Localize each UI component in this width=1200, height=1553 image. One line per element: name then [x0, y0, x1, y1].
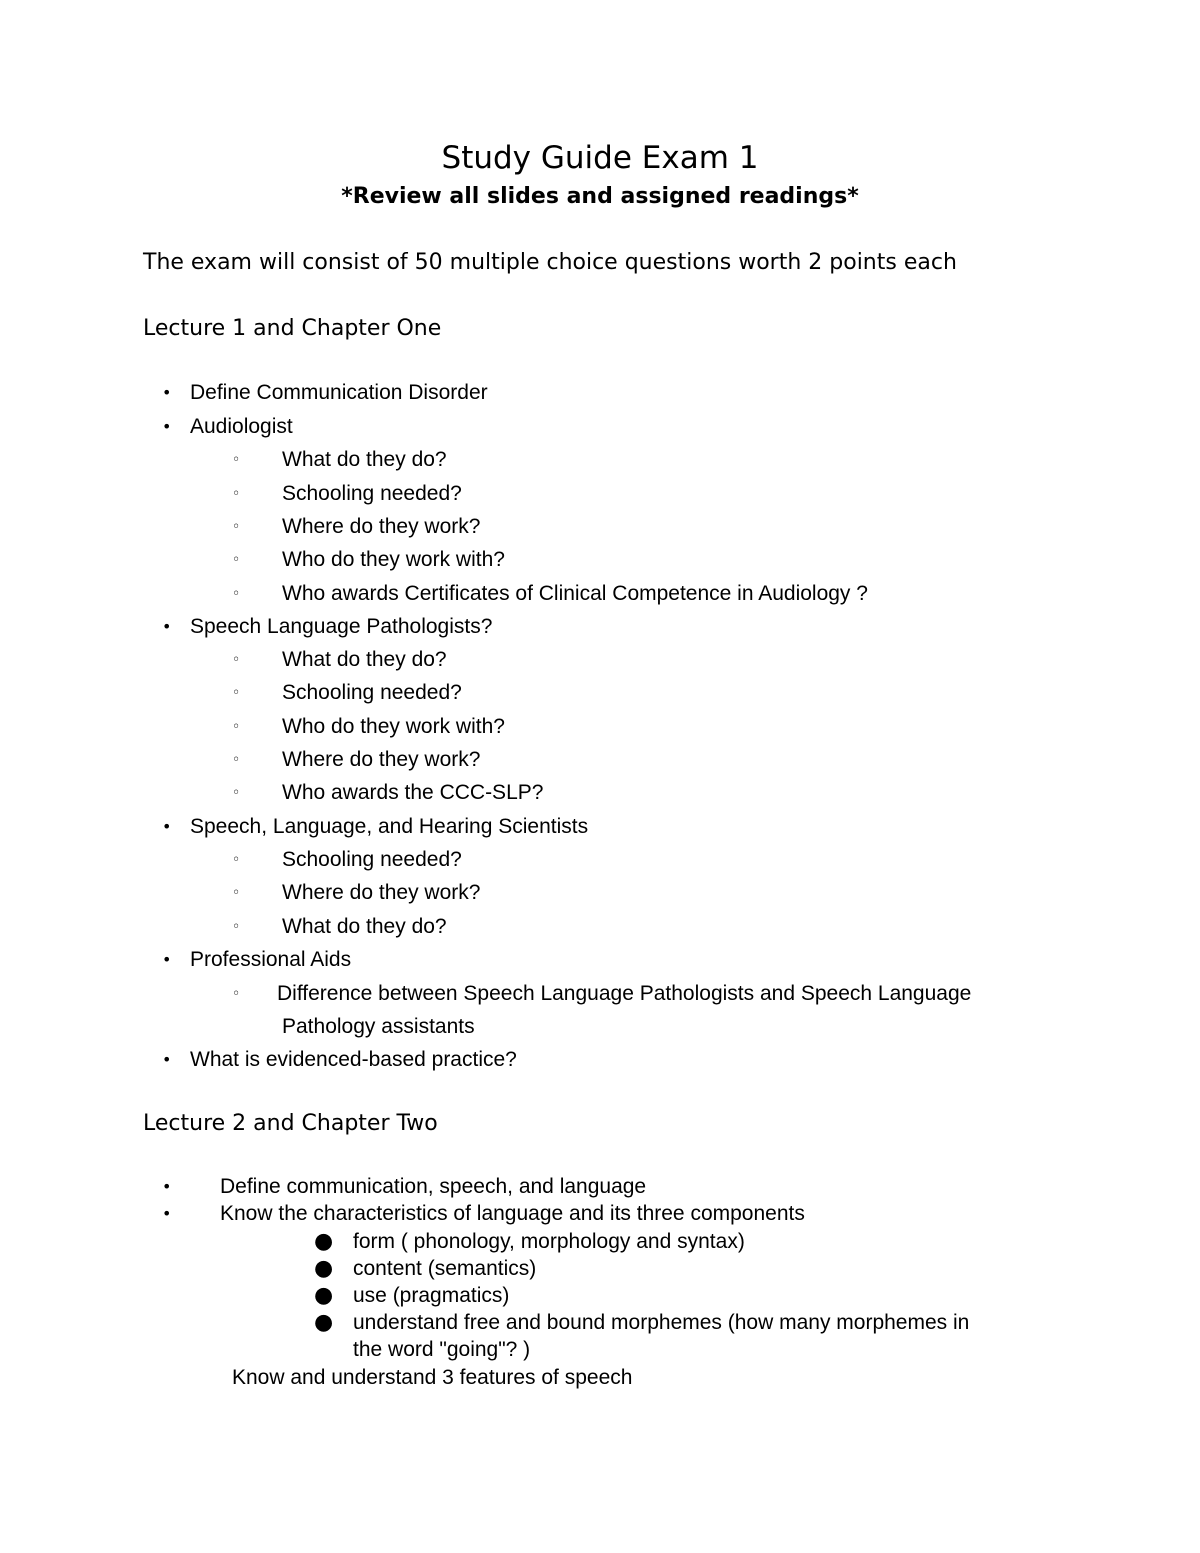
list-item: Know the characteristics of language and its three components — [220, 1202, 805, 1225]
sub-list-item: Schooling needed? — [282, 681, 462, 704]
sub-list-item-continuation: Pathology assistants — [282, 1015, 475, 1038]
circle-bullet-icon: ◦ — [232, 452, 241, 468]
document-subtitle: *Review all slides and assigned readings* — [341, 184, 859, 209]
sub-list-item: use (pragmatics) — [353, 1284, 510, 1307]
circle-bullet-icon: ◦ — [232, 719, 241, 735]
sub-list-item: Who do they work with? — [282, 715, 505, 738]
exam-description: The exam will consist of 50 multiple choice questions worth 2 points each — [143, 250, 957, 275]
circle-bullet-icon: ◦ — [232, 652, 241, 668]
trailing-text: Know and understand 3 features of speech — [232, 1366, 633, 1389]
circle-bullet-icon: ◦ — [232, 586, 241, 602]
filled-bullet-icon: ● — [314, 1310, 334, 1335]
sub-list-item: Who awards the CCC-SLP? — [282, 781, 544, 804]
sub-list-item: Where do they work? — [282, 881, 481, 904]
sub-list-item: What do they do? — [282, 448, 447, 471]
filled-bullet-icon: ● — [314, 1229, 334, 1254]
bullet-icon: • — [162, 817, 172, 836]
list-item: Define Communication Disorder — [190, 381, 488, 404]
list-item: Speech Language Pathologists? — [190, 615, 493, 638]
sub-list-item: Who awards Certificates of Clinical Competence in Audiology ? — [282, 582, 868, 605]
sub-list-item: Schooling needed? — [282, 848, 462, 871]
bullet-icon: • — [162, 1050, 172, 1069]
circle-bullet-icon: ◦ — [232, 486, 241, 502]
list-item: What is evidenced-based practice? — [190, 1048, 517, 1071]
bullet-icon: • — [162, 417, 172, 436]
circle-bullet-icon: ◦ — [232, 785, 241, 801]
circle-bullet-icon: ◦ — [232, 919, 241, 935]
circle-bullet-icon: ◦ — [232, 752, 241, 768]
circle-bullet-icon: ◦ — [232, 885, 241, 901]
bullet-icon: • — [162, 617, 172, 636]
section-heading-lecture-2: Lecture 2 and Chapter Two — [143, 1111, 438, 1136]
filled-bullet-icon: ● — [314, 1283, 334, 1308]
circle-bullet-icon: ◦ — [232, 519, 241, 535]
sub-list-item-continuation: the word "going"? ) — [353, 1338, 531, 1361]
list-item: Audiologist — [190, 415, 293, 438]
list-item: Define communication, speech, and language — [220, 1175, 647, 1198]
circle-bullet-icon: ◦ — [232, 552, 241, 568]
sub-list-item: Who do they work with? — [282, 548, 505, 571]
section-heading-lecture-1: Lecture 1 and Chapter One — [143, 316, 442, 341]
circle-bullet-icon: ◦ — [232, 852, 241, 868]
sub-list-item: understand free and bound morphemes (how many morphemes in — [353, 1311, 970, 1334]
bullet-icon: • — [162, 1177, 172, 1196]
sub-list-item: Schooling needed? — [282, 482, 462, 505]
sub-list-item: content (semantics) — [353, 1257, 537, 1280]
filled-bullet-icon: ● — [314, 1256, 334, 1281]
bullet-icon: • — [162, 383, 172, 402]
circle-bullet-icon: ◦ — [232, 685, 241, 701]
sub-list-item: Where do they work? — [282, 748, 481, 771]
bullet-icon: • — [162, 950, 172, 969]
document-title: Study Guide Exam 1 — [441, 140, 759, 176]
sub-list-item: Difference between Speech Language Pathologists and Speech Language — [277, 982, 972, 1005]
sub-list-item: What do they do? — [282, 915, 447, 938]
sub-list-item: Where do they work? — [282, 515, 481, 538]
sub-list-item: form ( phonology, morphology and syntax) — [353, 1230, 745, 1253]
sub-list-item: What do they do? — [282, 648, 447, 671]
list-item: Professional Aids — [190, 948, 352, 971]
bullet-icon: • — [162, 1204, 172, 1223]
circle-bullet-icon: ◦ — [232, 986, 241, 1002]
list-item: Speech, Language, and Hearing Scientists — [190, 815, 589, 838]
